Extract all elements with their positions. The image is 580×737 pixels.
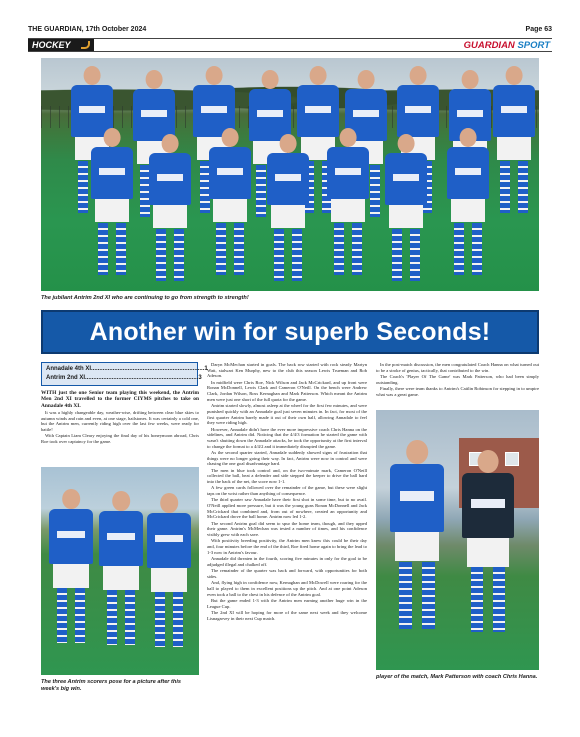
player-head xyxy=(104,128,121,147)
article-paragraph: With positivity breeding positivity, the Antrim men knew this could be their day and, four minutes before the end of the third, Roe fired home again to bring the lead to 1-3 now in Antrim's favour. xyxy=(207,538,367,555)
article-paragraph: The remainder of the quarter was back and forward, with opportunities for both sides. xyxy=(207,568,367,579)
player-sock xyxy=(75,588,85,643)
section-bar xyxy=(28,38,552,52)
player-figure xyxy=(209,128,251,286)
article-paragraph: The second Antrim goal did seem to spur the home team, though, and they upped their game. Antrim's McMechan was tested a number of times, and his confidence visibly grew with each save. xyxy=(207,520,367,538)
result-row xyxy=(46,365,208,374)
player-figure xyxy=(385,134,427,292)
player-figure xyxy=(99,491,143,656)
results-box xyxy=(41,362,208,386)
player-shorts xyxy=(389,205,423,228)
shirt-sponsor xyxy=(393,174,420,181)
player-sock xyxy=(125,590,135,645)
player-sock xyxy=(392,229,401,282)
player-figure xyxy=(267,134,309,292)
shirt-sponsor xyxy=(400,491,435,500)
section-tag-label: HOCKEY xyxy=(32,40,71,50)
player-head xyxy=(410,66,427,85)
player-sock xyxy=(500,161,509,214)
player-figure xyxy=(327,128,369,286)
shirt-sponsor xyxy=(201,106,228,113)
player-head xyxy=(146,70,163,89)
page-number: Page 63 xyxy=(525,26,552,33)
result-leader: .................................................................... xyxy=(91,366,205,372)
player-figure xyxy=(390,440,444,643)
player-figure xyxy=(462,450,514,645)
article-paragraph: And, flying high in confidence now, Kernaghan and McDowell were roaring for the ball to played to them in excellent positions up the pitch. And at one point Adeson even took a ball to the chest in his defence of the Antrim goal. xyxy=(207,580,367,597)
shirt-sponsor xyxy=(107,533,135,541)
shirt-sponsor xyxy=(141,110,168,117)
player-sock xyxy=(493,567,505,632)
player-shirt xyxy=(462,473,514,538)
article-paragraph: In midfield were Chris Roe, Nick Wilson and Jack McCrickard, and up front were Ronan McDonnell, Lewis Clark and Cameron O'Neill. On the bench were Andrew Clark, Jordan Wilson, Ross Kernaghan and Mark Patterson. Which meant the Antrim men were just one short of the full quota for the game. xyxy=(207,379,367,402)
player-sock xyxy=(399,562,411,630)
player-sock xyxy=(256,165,265,218)
player-head xyxy=(460,128,477,147)
player-figure xyxy=(149,134,191,292)
player-sock xyxy=(274,229,283,282)
article-paragraph: As the second quarter started, Annadale suddenly showed signs of frustration that things were no longer going their way. In fact, Antrim were now in control and were chasing the one goal disadvantage hard. xyxy=(207,449,367,467)
team-photo-caption: The jubilant Antrim 2nd XI who are continuing to go from strength to strength! xyxy=(41,295,249,301)
player-head xyxy=(162,134,179,153)
player-sock xyxy=(352,223,361,276)
player-shirt xyxy=(385,153,427,206)
brand-logo-part2: SPORT xyxy=(517,40,550,51)
player-sock xyxy=(78,161,87,214)
player-head xyxy=(84,66,101,85)
player-shorts xyxy=(331,199,365,222)
result-team: Annadale 4th XI xyxy=(46,366,92,372)
player-figure xyxy=(91,128,133,286)
player-shirt xyxy=(49,509,93,564)
shirt-sponsor xyxy=(157,174,184,181)
player-sock xyxy=(472,223,481,276)
article-paragraph: WITH just the one Senior team playing this weekend, the Antrim Men 2nd XI travelled to the former CIYMS pitches to take on Annadale 4th XI. xyxy=(41,390,199,409)
player-shirt xyxy=(91,147,133,200)
player-head xyxy=(112,491,130,511)
player-head xyxy=(206,66,223,85)
player-sock xyxy=(116,223,125,276)
player-shorts xyxy=(497,137,531,160)
player-shirt xyxy=(397,85,439,138)
shirt-sponsor xyxy=(455,168,482,175)
player-figure xyxy=(147,493,191,658)
player-sock xyxy=(98,223,107,276)
shirt-sponsor xyxy=(217,168,244,175)
shirt-sponsor xyxy=(275,174,302,181)
player-head xyxy=(506,66,523,85)
article-paragraph: Antrim started slowly, almost asleep at the wheel for the first few minutes, and were punished quickly with an Annadale goal just seven minutes in. In fact, for most of the first quarter Antrim barely made it out of their own half, allowing Annadale to feel they were riding high. xyxy=(207,403,367,426)
player-sock xyxy=(174,229,183,282)
player-head xyxy=(406,440,428,464)
article-paragraph: The 2nd XI will be hoping for more of the same next week and they welcome Lisnagarvey in their next Cup match. xyxy=(207,609,367,621)
player-head xyxy=(262,70,279,89)
player-head xyxy=(222,128,239,147)
player-shorts xyxy=(467,538,509,567)
player-shirt xyxy=(149,153,191,206)
player-shirt xyxy=(267,153,309,206)
shirt-sponsor xyxy=(353,110,380,117)
player-sock xyxy=(518,161,527,214)
article-headline: Another win for superb Seconds! xyxy=(41,310,539,354)
article-column-2 xyxy=(207,362,367,622)
player-figure xyxy=(447,128,489,286)
player-head xyxy=(280,134,297,153)
player-shirt xyxy=(327,147,369,200)
scorers-photo-caption: The three Antrim scorers pose for a picture after this week's big win. xyxy=(41,679,181,692)
player-shorts xyxy=(153,205,187,228)
player-head xyxy=(358,70,375,89)
brand-logo xyxy=(464,39,550,52)
team-photo xyxy=(41,58,539,291)
shirt-sponsor xyxy=(155,535,183,543)
player-shorts xyxy=(95,199,129,222)
shirt-sponsor xyxy=(79,106,106,113)
article-paragraph: But the game ended 1-3 with the Antrim men earning another huge win in the League Cup. xyxy=(207,597,367,609)
shirt-sponsor xyxy=(501,106,528,113)
player-sock xyxy=(292,229,301,282)
shirt-sponsor xyxy=(257,110,284,117)
brand-logo-part1: GUARDIAN xyxy=(463,40,515,51)
player-head xyxy=(310,66,327,85)
player-sock xyxy=(156,229,165,282)
player-shirt xyxy=(99,511,143,566)
player-sock xyxy=(422,562,434,630)
player-shorts xyxy=(103,566,138,590)
player-head xyxy=(478,450,499,473)
player-of-match-caption: player of the match, Mark Patterson with coach Chris Hanna. xyxy=(376,674,538,680)
shirt-sponsor xyxy=(335,168,362,175)
shirt-sponsor xyxy=(457,110,484,117)
article-column-3 xyxy=(376,362,539,398)
shirt-sponsor xyxy=(305,106,332,113)
player-sock xyxy=(234,223,243,276)
shirt-sponsor xyxy=(57,531,85,539)
scorers-photo xyxy=(41,467,199,675)
player-shirt xyxy=(147,513,191,568)
result-leader: .................................................................... xyxy=(85,375,199,381)
article-paragraph: With Captain Liam Cleary enjoying the final day of his honeymoon abroad, Chris Roe took over captaincy for the game. xyxy=(41,433,199,444)
player-sock xyxy=(216,223,225,276)
player-shorts xyxy=(451,199,485,222)
player-head xyxy=(62,489,80,509)
player-shorts xyxy=(53,564,88,588)
article-paragraph: The third quarter saw Annadale have their first shot in some time, but to no avail. O'Neill applied more pressure, but it was the young guns Ronan McDonnell and Jack McCrickard that combined and, from out of nowhere, created an opportunity and McCrickard drove the ball home. Antrim now led 1-2. xyxy=(207,497,367,520)
article-paragraph: In the post-match discussion, the men congratulated Coach Hanna on what turned out to be a stroke of genius, tactically, that contributed to the win. xyxy=(376,362,539,373)
result-score: 3 xyxy=(198,375,202,381)
article-paragraph: The men in blue took control and, on the two-minute mark, Cameron O'Neill collected the ball, beat a defender and side stepped the keeper to drive the ball hard into the back of the net, the score now 1-1. xyxy=(207,467,367,485)
article-paragraph: Daryn McMechan started in goals. The back row started with rock steady Martyn Watt, stalwart Ken Murphy, new to the club this season Lewis Trueman and Rob Adeson. xyxy=(207,362,367,379)
page-header xyxy=(28,26,552,36)
player-sock xyxy=(57,588,67,643)
player-shirt xyxy=(447,147,489,200)
player-shorts xyxy=(151,568,186,592)
article-paragraph: A few green cards followed over the remainder of the game, but these were slight taps on the wrist rather than anything of consequence. xyxy=(207,485,367,497)
player-shorts xyxy=(271,205,305,228)
shirt-sponsor xyxy=(99,168,126,175)
player-head xyxy=(340,128,357,147)
player-sock xyxy=(454,223,463,276)
article-paragraph: The Coach's 'Player Of The Game' was Mark Patterson, who had been simply outstanding. xyxy=(376,374,539,385)
player-figure xyxy=(493,66,535,224)
section-tag xyxy=(28,39,94,51)
player-of-match-photo xyxy=(376,410,539,670)
publication-date: THE GUARDIAN, 17th October 2024 xyxy=(28,26,147,33)
shirt-sponsor xyxy=(471,499,504,508)
player-shirt xyxy=(390,464,444,532)
player-shorts xyxy=(395,532,438,562)
player-sock xyxy=(107,590,117,645)
hockey-stick-icon xyxy=(81,41,90,49)
article-column-1 xyxy=(41,390,199,445)
player-shirt xyxy=(493,85,535,138)
article-paragraph: Finally, there were team thanks to Antrim's Caitlin Robinson for stepping in to umpire what was a great game. xyxy=(376,386,539,397)
player-head xyxy=(160,493,178,513)
player-figure xyxy=(49,489,93,654)
result-score: 1 xyxy=(204,366,208,372)
player-shorts xyxy=(213,199,247,222)
player-sock xyxy=(410,229,419,282)
player-sock xyxy=(471,567,483,632)
player-sock xyxy=(334,223,343,276)
player-sock xyxy=(370,165,379,218)
result-row xyxy=(46,374,202,383)
article-paragraph: Annadale did threaten in the fourth, scoring five minutes in only for the goal to be adjudged illegal and chalked off. xyxy=(207,556,367,567)
shirt-sponsor xyxy=(405,106,432,113)
player-head xyxy=(398,134,415,153)
player-head xyxy=(462,70,479,89)
player-sock xyxy=(173,592,183,647)
player-sock xyxy=(155,592,165,647)
player-shirt xyxy=(209,147,251,200)
result-team: Antrim 2nd XI xyxy=(46,375,86,381)
article-paragraph: It was a highly changeable day, weather-wise, drifting between clear blue skies to autumn winds and rain and even, at one stage, hailstones. It was certainly a cold one, but the Antrim men, currently riding high over the last few weeks, were ready for battle! xyxy=(41,409,199,432)
article-paragraph: However, Annadale didn't have the ever more impressive coach Chris Hanna on the sidelines, and Antrim did. Noticing that the 4/4/3 formation he started the game with wasn't shutting down the Annadale attacks, he took the opportunity at the first interval to change the format to a 4/4/2 and it immediately disrupted the game. xyxy=(207,426,367,449)
